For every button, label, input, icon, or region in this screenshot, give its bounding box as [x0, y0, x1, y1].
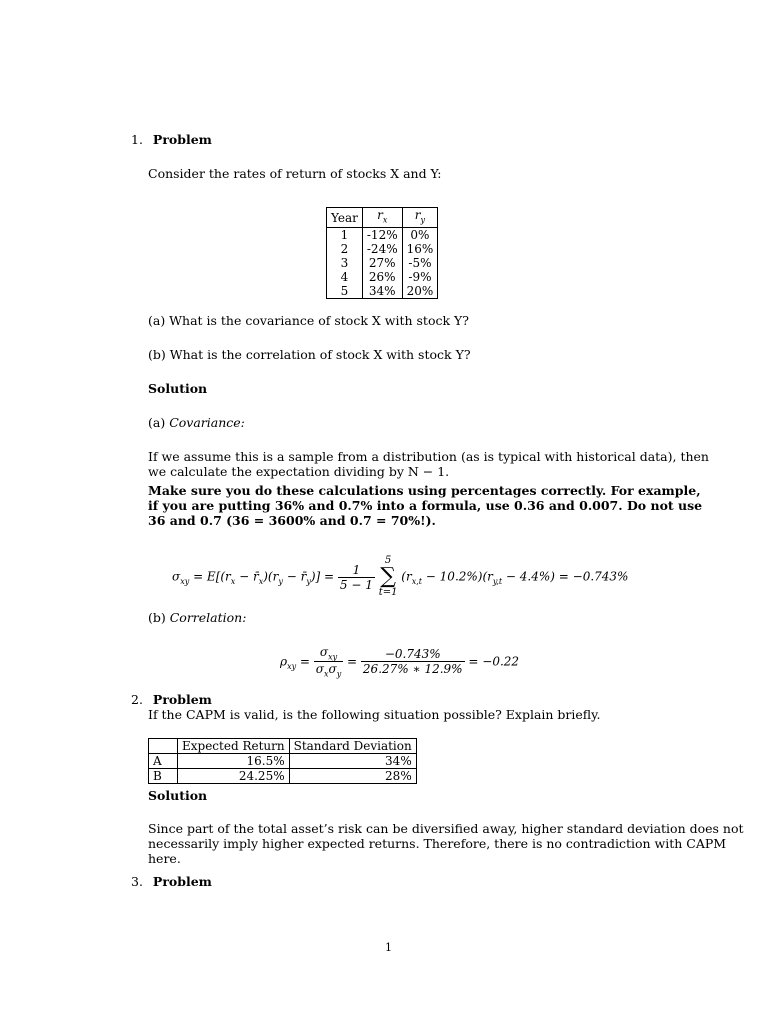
cov-expectation: = E[(r: [193, 569, 231, 584]
table-cell: A: [149, 754, 178, 769]
problem-number: 2.: [131, 692, 143, 707]
sum-lower: t=1: [378, 587, 398, 598]
table-cell: 34%: [289, 754, 416, 769]
cov-end: )] =: [310, 569, 335, 584]
cov-body-mid: − 10.2%)(r: [421, 569, 493, 584]
table-cell: -12%: [362, 228, 402, 243]
table-cell: B: [149, 769, 178, 784]
p2-solution-line-1: Since part of the total asset’s risk can be diversified away, higher standard deviation does not: [148, 821, 744, 836]
header-rx: $r_x$: [362, 208, 402, 228]
problem-1-intro: Consider the rates of return of stocks X and Y:: [148, 166, 442, 181]
header-blank: [149, 739, 178, 754]
corr-fraction-2: [361, 647, 465, 676]
cov-mean-y: − r̄: [282, 569, 307, 584]
table-cell: 3: [340, 256, 349, 271]
table-cell: 28%: [289, 769, 416, 784]
capm-table-wrap: [148, 738, 417, 784]
table-cell: -5%: [402, 256, 438, 270]
fraction-denominator: 5 − 1: [339, 577, 373, 592]
cov-mean: − r̄: [235, 569, 259, 584]
table-cell: -24%: [362, 242, 402, 256]
cov-sigma: σ: [172, 569, 181, 584]
header-standard-deviation: Standard Deviation: [289, 739, 416, 754]
capm-table: [148, 738, 417, 784]
sum-upper: 5: [384, 555, 392, 566]
bold-note-line-3: 36 and 0.7 (36 = 3600% and 0.7 = 70%!).: [148, 513, 436, 528]
part-label: Covariance:: [169, 415, 245, 430]
table-cell: 20%: [402, 284, 438, 299]
fraction-numerator: 1: [338, 563, 375, 578]
table-cell: 16.5%: [178, 754, 290, 769]
table-cell: 4: [340, 270, 349, 285]
covariance-equation: $\sigma_{xy} = E[(r_x$ − $r̄_x)(r_y$ − $r̄_y$)] = $\frac{1}{5 - 1}$ 5 ∑ t=1 $(r_{x,t} - 10.2\%)(r_{y,t} - 4.4\%) = -0.743\%$: [172, 555, 629, 598]
table-cell: 16%: [402, 242, 438, 256]
table-row: [327, 270, 438, 284]
part-a-heading: [148, 415, 245, 430]
header-year: Year: [327, 208, 363, 228]
cov-body-end: − 4.4%) = −0.743%: [502, 569, 629, 584]
table-cell: 1: [340, 228, 349, 243]
table-header-row: [327, 208, 438, 228]
table-cell: 26%: [362, 270, 402, 284]
cov-fraction: [338, 563, 375, 592]
fraction-numerator: $\sigma_{xy}$: [314, 645, 343, 662]
table-row: [149, 754, 417, 769]
p2-solution-line-2: necessarily imply higher expected returns. Therefore, there is no contradiction with CAPM: [148, 836, 727, 851]
problem-number: 3.: [131, 874, 143, 889]
problem-title: Problem: [152, 692, 212, 707]
sample-text-line-2: we calculate the expectation dividing by N − 1.: [148, 464, 450, 479]
table-cell: -9%: [402, 270, 438, 284]
corr-sub: xy: [287, 661, 297, 671]
question-b: (b) What is the correlation of stock X with stock Y?: [148, 347, 471, 362]
table-cell: 34%: [362, 284, 402, 299]
returns-table: [326, 207, 438, 299]
table-cell: 0%: [402, 228, 438, 243]
bold-note-line-1: Make sure you do these calculations using percentages correctly. For example,: [148, 483, 701, 498]
page-number: 1: [385, 941, 392, 954]
part-prefix: (a): [148, 415, 170, 430]
table-row: [327, 228, 438, 243]
cov-body: (r: [401, 569, 412, 584]
problem-2-question: If the CAPM is valid, is the following situation possible? Explain briefly.: [148, 707, 601, 722]
cov-sub: xy: [180, 576, 190, 586]
returns-table-wrap: [326, 207, 438, 299]
corr-fraction-1: [314, 645, 343, 679]
table-row: [149, 769, 417, 784]
table-cell: 27%: [362, 256, 402, 270]
problem-3-heading: [131, 874, 212, 889]
header-expected-return: Expected Return: [178, 739, 290, 754]
problem-title: Problem: [152, 874, 212, 889]
problem-number: 1.: [131, 132, 143, 147]
fraction-denominator: $\sigma_x\sigma_y$: [315, 662, 342, 679]
bold-note-line-2: if you are putting 36% and 0.7% into a formula, use 0.36 and 0.007. Do not use: [148, 498, 703, 513]
corr-result: = −0.22: [468, 654, 520, 669]
correlation-equation: $\rho_{xy}$ = $\frac{\sigma_{xy}}{\sigma_x\sigma_y}$ = $\frac{-0.743\%}{26.27\% ∗ 12.9\%}$ = −0.22: [280, 645, 520, 679]
problem-1-heading: [131, 132, 212, 147]
cov-tail: )(r: [263, 569, 279, 584]
fraction-denominator: 26.27% ∗ 12.9%: [362, 662, 463, 677]
table-cell: 5: [340, 284, 349, 299]
problem-2-heading: [131, 692, 212, 707]
sum-operator: 5 ∑ t=1: [378, 555, 398, 598]
part-label: Correlation:: [169, 610, 247, 625]
table-cell: 2: [340, 242, 349, 257]
solution-label: Solution: [148, 788, 208, 803]
sample-text-line-1: If we assume this is a sample from a distribution (as is typical with historical data), then: [148, 449, 709, 464]
table-header-row: [149, 739, 417, 754]
header-ry: $r_y$: [402, 208, 438, 228]
part-prefix: (b): [148, 610, 170, 625]
corr-rho: ρ: [280, 654, 288, 669]
fraction-numerator: −0.743%: [361, 647, 465, 662]
p2-solution-line-3: here.: [148, 851, 181, 866]
part-b-heading: [148, 610, 246, 625]
question-a: (a) What is the covariance of stock X with stock Y?: [148, 313, 469, 328]
table-row: [327, 256, 438, 270]
table-cell: 24.25%: [178, 769, 290, 784]
table-row: [327, 242, 438, 256]
solution-label: Solution: [148, 381, 208, 396]
problem-title: Problem: [152, 132, 212, 147]
table-row: [327, 284, 438, 299]
